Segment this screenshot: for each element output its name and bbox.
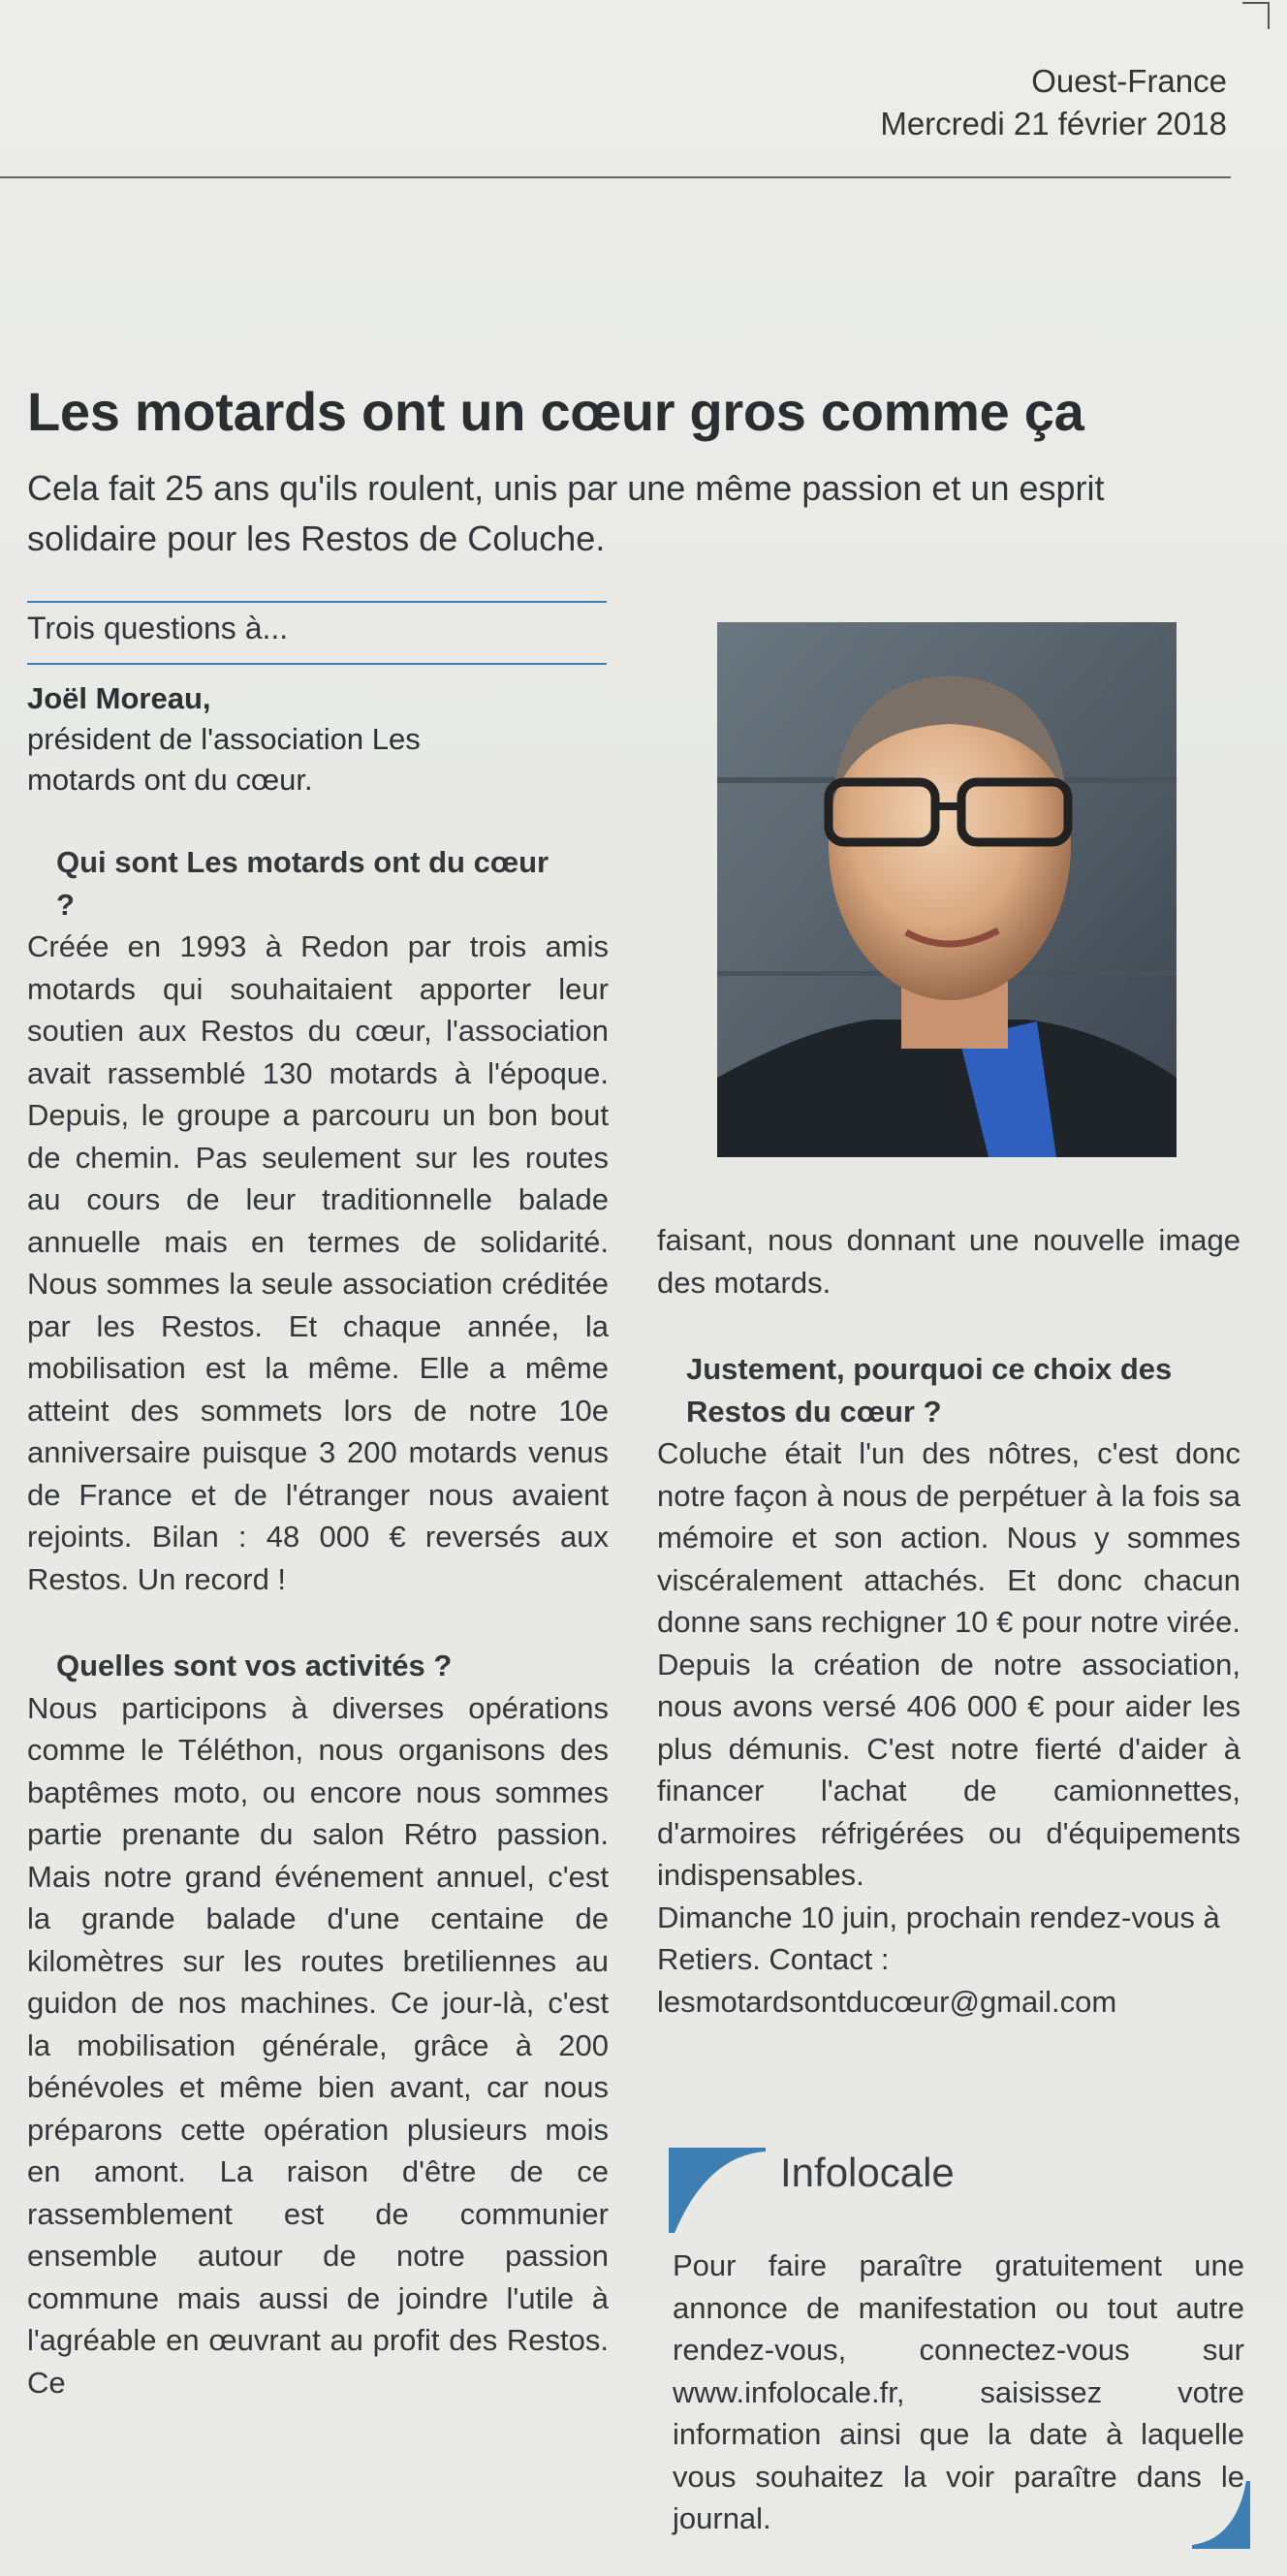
article-standfirst: Cela fait 25 ans qu'ils roulent, unis par une même passion et un esprit solidaire pour les Restos de Coluche. (27, 468, 1105, 558)
column-right (657, 1219, 1240, 2023)
answer-2-continued: faisant, nous donnant une nouvelle image des motards. (657, 1223, 1240, 1300)
question-2: Quelles sont vos activités ? (56, 1649, 453, 1682)
section-rule-top (27, 601, 607, 603)
interviewee-role: président de l'association Les motards ont du cœur. (27, 722, 421, 797)
crop-mark (1242, 2, 1270, 29)
answer-1: Créée en 1993 à Redon par trois amis motards qui souhaitaient apporter leur soutien aux Restos du cœur, l'association avait rassemblé 130 motards à l'époque. Depuis, le groupe a parcouru un bon bout de chemin. Pas seulement sur les routes au cours de leur traditionnelle balade annuelle mais en termes de solidarité. Nous sommes la seule association créditée par les Restos. Et chaque année, la mobilisation est la même. Elle a même atteint des sommets lors de notre 10e anniversaire puisque 3 200 motards venus de France et de l'étranger nous avaient rejoints. Bilan : 48 000 € reversés aux Restos. Un record ! (27, 929, 609, 1596)
event-contact: Dimanche 10 juin, prochain rendez-vous à Retiers. Contact : lesmotardsontducœur@gmail.com (657, 1900, 1220, 2019)
infobox-text: Pour faire paraître gratuitement une annonce de manifestation ou tout autre rendez-vous, connectez-vous sur www.infolocale.fr, saisissez votre information ainsi que la date à laquelle vous souhaitez la voir paraître dans le journal. (673, 2248, 1244, 2535)
answer-2: Nous participons à diverses opérations comme le Téléthon, nous organisons des baptêmes moto, ou encore nous sommes partie prenante du salon Rétro passion. Mais notre grand événement annuel, c'est la grande balade d'une centaine de kilomètres sur les routes bretiliennes au guidon de nos machines. Ce jour-là, c'est la mobilisation générale, grâce à 200 bénévoles et même bien avant, car nous préparons cette opération plusieurs mois en amont. La raison d'être de ce rassemblement est de communier ensemble autour de notre passion commune mais aussi de joindre l'utile à l'agréable en œuvrant au profit des Restos. Ce (27, 1690, 609, 2400)
question-3: Justement, pourquoi ce choix des Restos du cœur ? (686, 1352, 1173, 1429)
infobox-corner-top-left (669, 2148, 766, 2235)
infobox-title: Infolocale (780, 2150, 955, 2195)
article-headline: Les motards ont un cœur gros comme ça (27, 381, 1084, 442)
bleed-through-decoration (262, 58, 287, 146)
section-label: Trois questions à... (27, 611, 289, 645)
top-rule (0, 176, 1231, 178)
column-left (27, 841, 609, 2403)
interviewee-block (27, 678, 609, 801)
masthead (880, 60, 1227, 145)
infobox-corner-bottom-right (1192, 2481, 1250, 2549)
publication-date: Mercredi 21 février 2018 (880, 106, 1227, 141)
question-1: Qui sont Les motards ont du cœur ? (56, 845, 549, 922)
section-rule-bottom (27, 663, 607, 665)
answer-3: Coluche était l'un des nôtres, c'est donc notre façon à nous de perpétuer à la fois sa mémoire et son action. Nous y sommes viscéralement attachés. Et donc chacun donne sans rechigner 10 € pour notre virée. Depuis la création de notre association, nous avons versé 406 000 € pour aider les plus démunis. C'est notre fierté d'aider à financer l'achat de camionnettes, d'armoires réfrigérées ou d'équipements indispensables. (657, 1436, 1240, 1892)
portrait-photo (717, 622, 1177, 1157)
portrait-illustration (717, 622, 1177, 1157)
newspaper-name: Ouest-France (1031, 63, 1227, 99)
interviewee-name: Joël Moreau, (27, 681, 211, 715)
